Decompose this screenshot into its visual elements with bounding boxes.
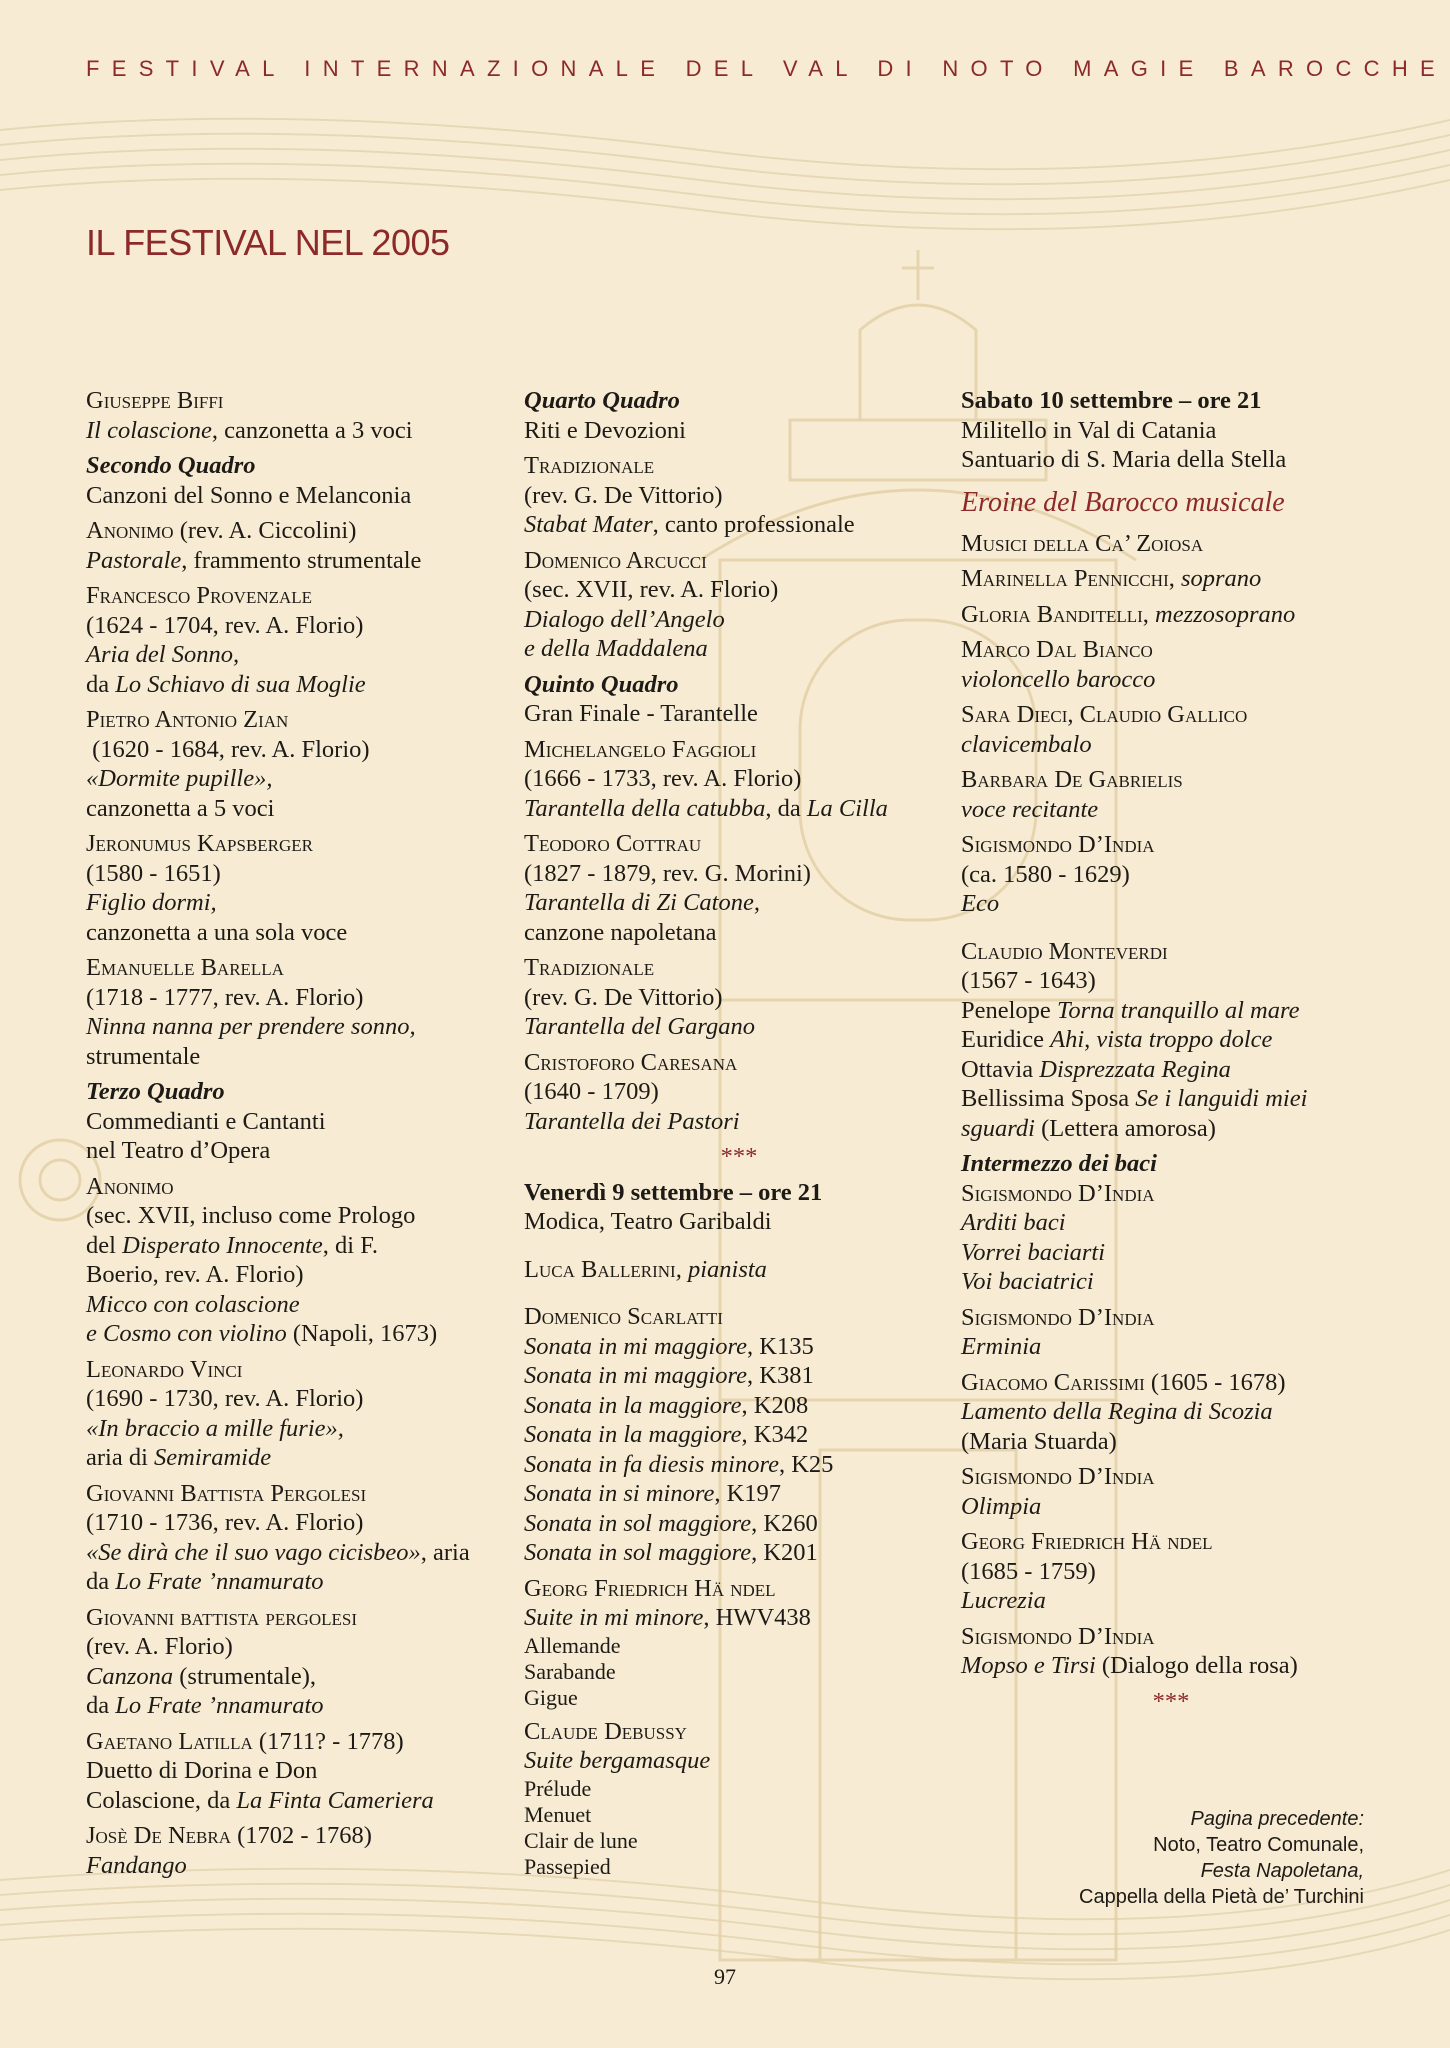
concert-info [524, 1178, 954, 1237]
composer-note: del Disperato Innocente, di F. [86, 1231, 379, 1259]
performer [961, 529, 1381, 559]
composer-name: Emanuelle Barella [86, 954, 284, 981]
composer-dates: (1620 - 1684, rev. A. Florio) [86, 735, 370, 763]
section-heading [524, 386, 954, 445]
composer-name: Claudio Monteverdi [961, 937, 1168, 965]
program-entry [86, 1821, 516, 1880]
program-entry [86, 516, 516, 575]
photo-caption [1079, 1806, 1364, 1910]
program-entry [961, 1462, 1381, 1521]
performer-line: Gloria Banditelli, mezzosoprano [961, 600, 1296, 628]
program-entry [524, 953, 954, 1042]
composer-dates: (1624 - 1704, rev. A. Florio) [86, 611, 364, 639]
composer-dates: (1827 - 1879, rev. G. Morini) [524, 859, 811, 887]
composer-name: Sigismondo D’India [961, 1622, 1155, 1650]
composer-name: Georg Friedrich Hä ndel [524, 1574, 776, 1602]
composer-name: Leonardo Vinci [86, 1355, 243, 1383]
sonata-item: Sonata in sol maggiore, K201 [524, 1539, 818, 1566]
work-line: Suite in mi minore, HWV438 [524, 1604, 811, 1631]
composer-name: Teodoro Cottrau [524, 830, 702, 857]
composer-dates: (rev. A. Florio) [86, 1633, 233, 1660]
sonata-item: Sonata in fa diesis minore, K25 [524, 1450, 834, 1478]
performer-role: violoncello barocco [961, 665, 1156, 693]
program-entry [86, 1355, 516, 1473]
ensemble-name: Musici della Ca’ Zoiosa [961, 529, 1204, 557]
running-header: FESTIVAL INTERNAZIONALE DEL VAL DI NOTO MAGIE BAROCCHE [86, 56, 1448, 81]
program-entry [86, 1727, 516, 1816]
concert-date: Venerdì 9 settembre – ore 21 [524, 1178, 823, 1206]
composer-line: Giacomo Carissimi (1605 - 1678) [961, 1368, 1286, 1396]
program-entry [86, 386, 516, 445]
sonata-item: Sonata in la maggiore, K208 [524, 1391, 809, 1419]
work-line: Tarantella della catubba, da La Cilla [524, 794, 888, 822]
program-entry [961, 937, 1381, 1144]
program-entry [961, 1303, 1381, 1362]
composer-name: Michelangelo Faggioli [524, 735, 757, 763]
work-title: Ninna nanna per prendere sonno, [86, 1013, 416, 1040]
work-title: «Dormite pupille», [86, 765, 273, 792]
composer-dates: (1640 - 1709) [524, 1078, 659, 1105]
program-column-1 [86, 386, 516, 1886]
composer-name: Claude Debussy [524, 1717, 687, 1745]
quadro-title: Terzo Quadro [86, 1078, 225, 1105]
work-desc: canzonetta a una sola voce [86, 918, 348, 946]
concert-venue: Santuario di S. Maria della Stella [961, 446, 1287, 473]
composer-dates: (1690 - 1730, rev. A. Florio) [86, 1385, 364, 1412]
composer-name: Tradizionale [524, 452, 655, 479]
composer-dates: (1718 - 1777, rev. A. Florio) [86, 983, 364, 1011]
composer-dates: (rev. G. De Vittorio) [524, 481, 723, 509]
program-entry [961, 1527, 1381, 1616]
composer-name: Francesco Provenzale [86, 582, 313, 609]
sonata-item: Sonata in la maggiore, K342 [524, 1421, 809, 1448]
composer-line: Anonimo (rev. A. Ciccolini) [86, 517, 357, 544]
composer-line: Gaetano Latilla (1711? - 1778) [86, 1727, 404, 1755]
program-entry [524, 1048, 954, 1137]
composer-name: Cristoforo Caresana [524, 1048, 738, 1076]
movement: Gigue [524, 1684, 578, 1710]
performer-line: Luca Ballerini, pianista [524, 1255, 767, 1283]
work-title: Lucrezia [961, 1587, 1046, 1614]
concert-info [961, 386, 1381, 475]
work-title: Tarantella di Zi Catone, [524, 889, 760, 916]
page-title: IL FESTIVAL NEL 2005 [86, 222, 450, 263]
program-entry [524, 829, 954, 947]
composer-dates: (1685 - 1759) [961, 1557, 1096, 1585]
work-title: Figlio dormi, [86, 889, 217, 916]
program-entry [524, 546, 954, 664]
movement: Menuet [524, 1801, 592, 1827]
work-source: Colascione, da La Finta Cameriera [86, 1786, 434, 1814]
work-line: sguardi (Lettera amorosa) [961, 1114, 1216, 1142]
program-entry [961, 1368, 1381, 1457]
concert-venue: Militello in Val di Catania [961, 416, 1217, 444]
work-title: Eco [961, 890, 1000, 917]
work-title: Lamento della Regina di Scozia [961, 1398, 1273, 1425]
work-title: Micco con colascione [86, 1290, 300, 1318]
sonata-item: Sonata in sol maggiore, K260 [524, 1509, 818, 1537]
work-line: Mopso e Tirsi (Dialogo della rosa) [961, 1652, 1298, 1679]
work-title: Tarantella del Gargano [524, 1013, 755, 1040]
movement: Sarabande [524, 1658, 616, 1684]
program-entry [524, 1574, 954, 1711]
quadro-subtitle: Commedianti e Cantanti [86, 1107, 326, 1135]
work-line: Bellissima Sposa Se i languidi miei [961, 1085, 1308, 1112]
work-source: da Lo Schiavo di sua Moglie [86, 670, 366, 698]
work-title: Voi baciatrici [961, 1268, 1094, 1295]
program-title: Eroine del Barocco musicale [961, 486, 1285, 518]
composer-dates: (1580 - 1651) [86, 859, 221, 887]
quadro-title: Quarto Quadro [524, 387, 680, 414]
caption-line: Cappella della Pietà de’ Turchini [1079, 1886, 1364, 1908]
quadro-subtitle: Gran Finale - Tarantelle [524, 700, 758, 727]
work-source: aria di Semiramide [86, 1444, 272, 1471]
program-entry [86, 953, 516, 1071]
work-title: Olimpia [961, 1492, 1042, 1520]
performer [961, 765, 1381, 824]
movement: Clair de lune [524, 1827, 638, 1853]
concert-venue: Modica, Teatro Garibaldi [524, 1208, 772, 1235]
work-desc: canzonetta a 5 voci [86, 794, 275, 822]
separator-stars: *** [720, 1143, 758, 1170]
quadro-subtitle: Riti e Devozioni [524, 416, 686, 444]
work-line: e Cosmo con violino (Napoli, 1673) [86, 1320, 438, 1347]
program-entry [86, 581, 516, 699]
work-source: da Lo Frate ’nnamurato [86, 1568, 324, 1595]
program-entry [86, 1172, 516, 1349]
caption-line: Noto, Teatro Comunale, [1153, 1834, 1364, 1856]
composer-dates: (1666 - 1733, rev. A. Florio) [524, 765, 802, 792]
performer-line: Marinella Pennicchi, soprano [961, 565, 1262, 592]
performer [961, 700, 1381, 759]
performer-role: voce recitante [961, 795, 1099, 823]
work-title: «In braccio a mille furie», [86, 1414, 344, 1442]
work-title: Vorrei baciarti [961, 1238, 1106, 1266]
movement: Passepied [524, 1853, 611, 1879]
composer-dates: (rev. G. De Vittorio) [524, 983, 723, 1011]
performer [524, 1255, 954, 1285]
quadro-title: Quinto Quadro [524, 670, 679, 698]
work-title: Fandango [86, 1851, 187, 1879]
work-line: Ottavia Disprezzata Regina [961, 1055, 1231, 1083]
program-entry [961, 830, 1381, 919]
program-entry [86, 829, 516, 947]
work-line: Pastorale, frammento strumentale [86, 546, 422, 574]
program-entry [86, 1603, 516, 1721]
quadro-subtitle: Canzoni del Sonno e Melanconia [86, 481, 412, 509]
program-entry [961, 1622, 1381, 1681]
sonata-item: Sonata in mi maggiore, K381 [524, 1362, 814, 1389]
composer-name: Georg Friedrich Hä ndel [961, 1528, 1213, 1555]
composer-dates: (sec. XVII, rev. A. Florio) [524, 576, 779, 603]
work-line: Stabat Mater, canto professionale [524, 511, 855, 538]
movement: Prélude [524, 1775, 592, 1801]
work-line: «Se dirà che il suo vago cicisbeo», aria [86, 1538, 470, 1566]
composer-name: Domenico Scarlatti [524, 1303, 723, 1330]
work-desc: canzone napoletana [524, 918, 717, 946]
work-line: Il colascione, canzonetta a 3 voci [86, 416, 413, 444]
sonata-item: Sonata in si minore, K197 [524, 1480, 782, 1507]
composer-dates: (1710 - 1736, rev. A. Florio) [86, 1509, 364, 1536]
performer-role: clavicembalo [961, 730, 1092, 758]
composer-dates: (ca. 1580 - 1629) [961, 860, 1130, 888]
work-desc: (Maria Stuarda) [961, 1427, 1117, 1455]
sonata-item: Sonata in mi maggiore, K135 [524, 1332, 814, 1360]
intermezzo-title: Intermezzo dei baci [961, 1150, 1157, 1177]
composer-name: Jeronumus Kapsberger [86, 830, 314, 857]
program-entry [86, 705, 516, 823]
caption-label: Pagina precedente: [1190, 1808, 1364, 1830]
program-entry [524, 451, 954, 540]
performer [961, 600, 1381, 630]
composer-name: Sigismondo D’India [961, 1463, 1155, 1490]
performer [961, 635, 1381, 694]
work-line: Penelope Torna tranquillo al mare [961, 996, 1300, 1024]
work-line: Duetto di Dorina e Don [86, 1757, 318, 1784]
quadro-title: Secondo Quadro [86, 452, 256, 479]
composer-name: Giuseppe Biffi [86, 387, 224, 414]
movement: Allemande [524, 1632, 621, 1658]
composer-name: Giovanni Battista Pergolesi [86, 1479, 367, 1507]
composer-name: Domenico Arcucci [524, 546, 707, 574]
composer-note: Boerio, rev. A. Florio) [86, 1261, 304, 1288]
composer-dates: (1567 - 1643) [961, 967, 1096, 994]
program-entry [524, 1302, 954, 1568]
sonata-list [524, 1332, 954, 1568]
section-heading [86, 1077, 516, 1166]
work-desc: strumentale [86, 1042, 201, 1070]
work-title: Aria del Sonno, [86, 641, 240, 668]
program-entry [524, 1717, 954, 1880]
composer-name: Pietro Antonio Zian [86, 706, 289, 733]
work-title: Tarantella dei Pastori [524, 1107, 740, 1135]
caption-line: Festa Napoletana, [1200, 1860, 1364, 1882]
performer-name: Marco Dal Bianco [961, 636, 1153, 663]
work-title: Suite bergamasque [524, 1747, 711, 1774]
composer-name: Tradizionale [524, 954, 655, 981]
section-heading [86, 451, 516, 510]
program-column-3 [961, 386, 1381, 1722]
quadro-subtitle: nel Teatro d’Opera [86, 1137, 271, 1164]
composer-name: Sigismondo D’India [961, 1179, 1155, 1207]
section-heading [961, 1149, 1381, 1297]
composer-name: Giovanni battista pergolesi [86, 1603, 357, 1631]
work-title: Arditi baci [961, 1209, 1066, 1236]
composer-name: Sigismondo D’India [961, 1303, 1155, 1331]
work-line: Canzona (strumentale), [86, 1662, 317, 1690]
program-entry [86, 1479, 516, 1597]
page-number: 97 [714, 1964, 736, 1989]
performer [961, 564, 1381, 594]
work-source: da Lo Frate ’nnamurato [86, 1692, 324, 1719]
composer-name: Sigismondo D’India [961, 831, 1155, 858]
work-title: Dialogo dell’Angelo [524, 605, 725, 633]
program-column-2 [524, 386, 954, 1886]
program-entry [524, 735, 954, 824]
performer-name: Sara Dieci, Claudio Gallico [961, 701, 1248, 728]
composer-note: (sec. XVII, incluso come Prologo [86, 1202, 416, 1229]
composer-line: Josè De Nebra (1702 - 1768) [86, 1822, 372, 1849]
concert-date: Sabato 10 settembre – ore 21 [961, 387, 1262, 414]
composer-name: Anonimo [86, 1172, 174, 1200]
separator-stars: *** [1152, 1687, 1190, 1715]
section-heading [524, 670, 954, 729]
work-title: e della Maddalena [524, 635, 708, 662]
work-title: Erminia [961, 1333, 1042, 1360]
performer-name: Barbara De Gabrielis [961, 766, 1183, 793]
work-line: Euridice Ahi, vista troppo dolce [961, 1026, 1273, 1053]
